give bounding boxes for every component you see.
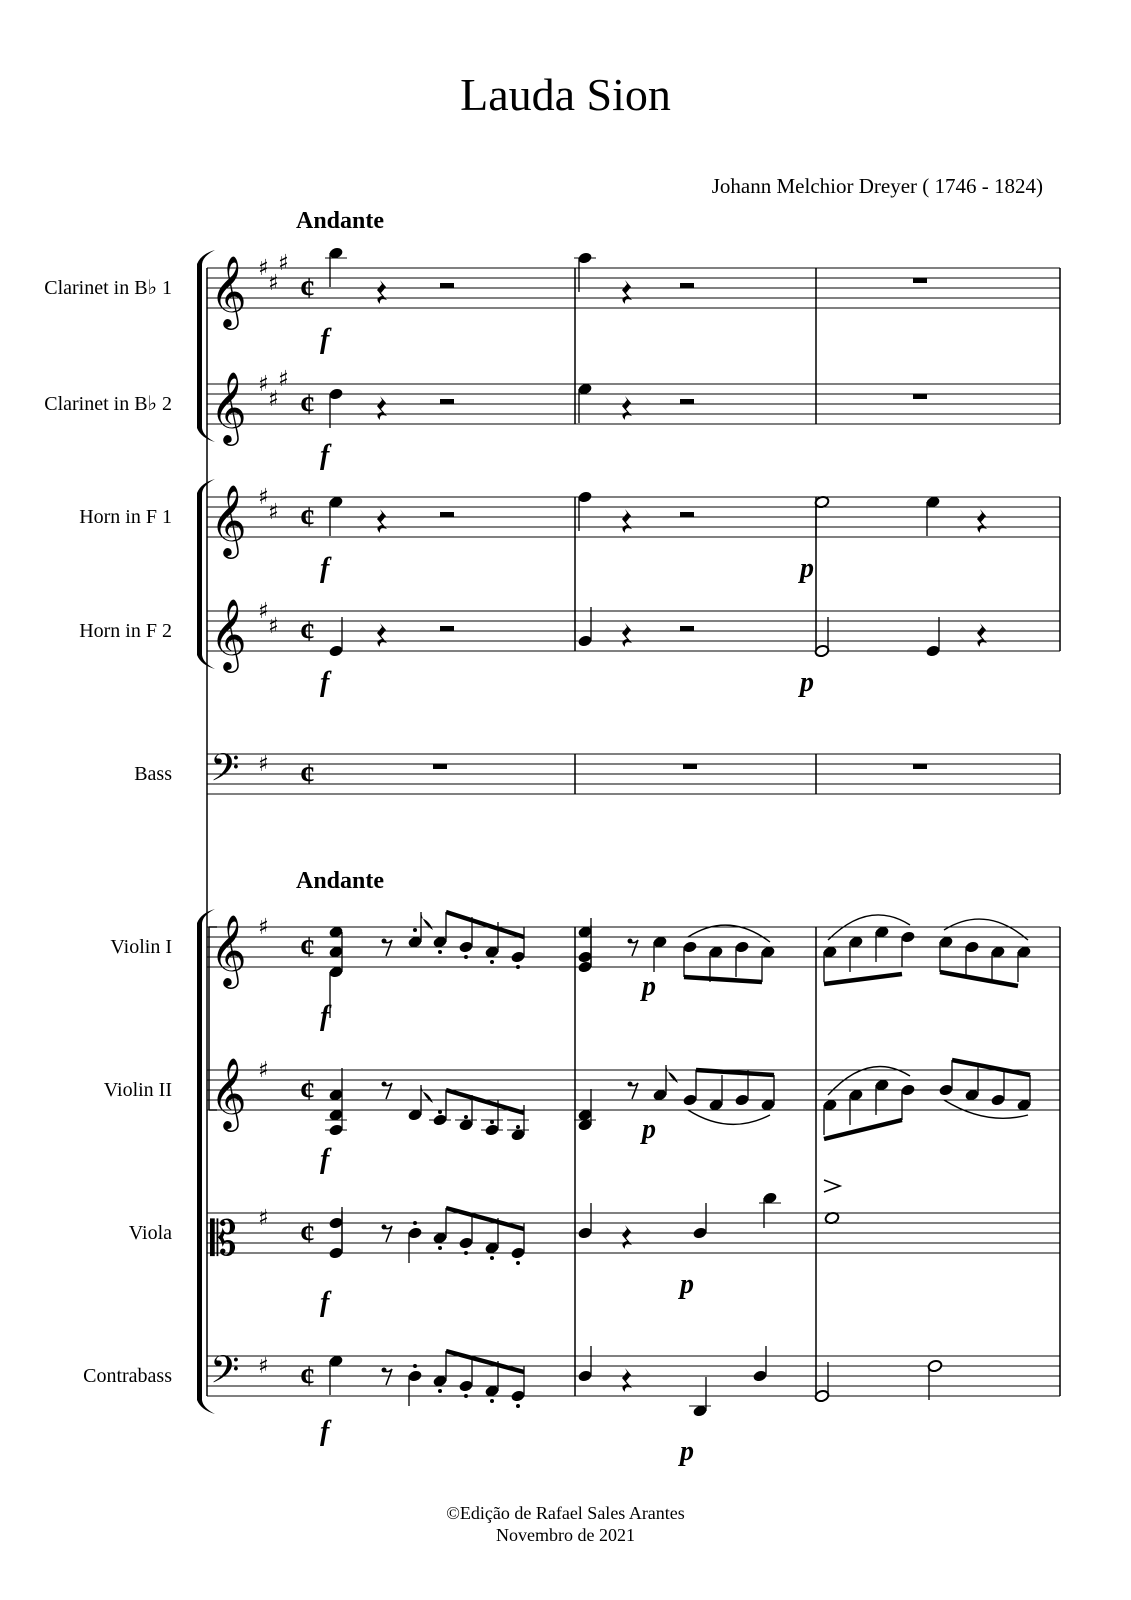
score-title: Lauda Sion [460, 69, 671, 120]
eighth-rest-tail [384, 940, 392, 956]
eighth-rest-tail [630, 940, 638, 956]
half-rest-icon [440, 283, 454, 288]
staccato-dot [464, 955, 468, 959]
half-rest-icon [680, 283, 694, 288]
slur [688, 925, 770, 942]
dynamic-forte: f [320, 1416, 330, 1447]
dynamic-piano: p [800, 553, 814, 584]
quarter-rest-icon [977, 623, 987, 647]
half-rest-icon [440, 399, 454, 404]
tempo-marking-winds: Andante [296, 208, 385, 234]
quarter-rest-icon [622, 509, 632, 533]
staccato-dot [490, 1256, 494, 1260]
staccato-dot [516, 1125, 520, 1129]
half-rest-icon [440, 512, 454, 517]
beam [696, 1070, 774, 1075]
treble-clef-icon: 𝄞 [210, 370, 247, 443]
accent-icon [824, 1180, 840, 1192]
sharp-icon: ♯ [258, 1206, 269, 1231]
half-rest-icon [680, 512, 694, 517]
footer-date: Novembro de 2021 [496, 1525, 635, 1545]
whole-rest-icon [913, 278, 927, 283]
dynamic-piano: p [680, 1269, 694, 1300]
cut-time-icon: ¢ [300, 1217, 315, 1250]
beam [446, 912, 524, 937]
dynamic-forte: f [320, 440, 330, 471]
whole-rest-icon [913, 764, 927, 769]
composer-credit: Johann Melchior Dreyer ( 1746 - 1824) [711, 174, 1043, 198]
sharp-icon: ♯ [258, 752, 269, 777]
beam [824, 974, 902, 984]
staccato-dot [516, 1404, 520, 1408]
cut-time-icon: ¢ [300, 758, 315, 791]
cut-time-icon: ¢ [300, 388, 315, 421]
treble-clef-icon: 𝄞 [210, 1056, 247, 1129]
sharp-icon: ♯ [258, 599, 269, 624]
cut-time-icon: ¢ [300, 501, 315, 534]
cut-time-icon: ¢ [300, 615, 315, 648]
slur [688, 1110, 770, 1124]
instrument-label: Violin I [110, 936, 172, 958]
staccato-dot [413, 1221, 417, 1225]
sharp-icon: ♯ [258, 256, 269, 281]
quarter-rest-icon [977, 509, 987, 533]
whole-rest-icon [683, 764, 697, 769]
sharp-icon: ♯ [258, 915, 269, 940]
instrument-label: Horn in F 1 [79, 506, 172, 528]
quarter-rest-icon [622, 1368, 632, 1392]
half-rest-icon [680, 626, 694, 631]
quarter-rest-icon [377, 396, 387, 420]
instrument-label: Bass [134, 763, 172, 785]
slur [828, 1066, 910, 1095]
staccato-dot [516, 965, 520, 969]
dynamic-piano: p [642, 971, 656, 1002]
cut-time-icon: ¢ [300, 1074, 315, 1107]
staccato-dot [438, 1389, 442, 1393]
sharp-icon: ♯ [268, 387, 279, 412]
instrument-label: Contrabass [83, 1365, 172, 1387]
sharp-icon: ♯ [258, 1058, 269, 1083]
alto-clef-icon: 𝄡 [210, 1211, 237, 1267]
staccato-dot [490, 1399, 494, 1403]
treble-clef-icon: 𝄞 [210, 483, 247, 556]
dynamic-piano: p [800, 667, 814, 698]
whole-rest-icon [433, 764, 447, 769]
sharp-icon: ♯ [268, 614, 279, 639]
treble-clef-icon: 𝄞 [210, 913, 247, 986]
eighth-rest-tail [384, 1083, 392, 1099]
sharp-icon: ♯ [268, 271, 279, 296]
staccato-dot [438, 950, 442, 954]
dynamic-piano: p [642, 1114, 656, 1145]
beam [824, 1120, 902, 1139]
quarter-rest-icon [377, 280, 387, 304]
staccato-dot [516, 1261, 520, 1265]
treble-clef-icon: 𝄞 [210, 254, 247, 327]
staccato-dot [490, 1120, 494, 1124]
cut-time-icon: ¢ [300, 931, 315, 964]
sharp-icon: ♯ [278, 367, 289, 392]
staccato-dot [464, 1394, 468, 1398]
clarinet-bracket [197, 264, 202, 428]
sharp-icon: ♯ [278, 251, 289, 276]
quarter-rest-icon [377, 509, 387, 533]
treble-clef-icon: 𝄞 [210, 597, 247, 670]
sharp-icon: ♯ [268, 500, 279, 525]
staccato-dot [464, 1251, 468, 1255]
slur [944, 1100, 1028, 1118]
instrument-label: Clarinet in B♭ 2 [44, 393, 172, 415]
instrument-label: Clarinet in B♭ 1 [44, 277, 172, 299]
dynamic-forte: f [320, 1144, 330, 1175]
eighth-rest-tail [384, 1226, 392, 1242]
beam [940, 972, 1018, 986]
staccato-dot [438, 1110, 442, 1114]
staccato-dot [490, 960, 494, 964]
quarter-rest-icon [622, 623, 632, 647]
bass-clef-icon: 𝄢 [210, 745, 240, 799]
dynamic-forte: f [320, 324, 330, 355]
instrument-label: Horn in F 2 [79, 620, 172, 642]
dynamic-forte: f [320, 1001, 330, 1032]
eighth-rest-tail [384, 1369, 392, 1385]
quarter-rest-icon [622, 1225, 632, 1249]
beam [684, 977, 762, 982]
eighth-rest-tail [630, 1083, 638, 1099]
staccato-dot [413, 1364, 417, 1368]
half-rest-icon [680, 399, 694, 404]
staccato-dot [438, 1246, 442, 1250]
instrument-label: Viola [128, 1222, 172, 1244]
quarter-rest-icon [377, 623, 387, 647]
half-rest-icon [440, 626, 454, 631]
dynamic-forte: f [320, 667, 330, 698]
instrument-label: Violin II [103, 1079, 172, 1101]
footer-edition: ©Edição de Rafael Sales Arantes [446, 1503, 685, 1523]
dynamic-forte: f [320, 553, 330, 584]
beam [446, 1351, 524, 1372]
cut-time-icon: ¢ [300, 1360, 315, 1393]
horn-bracket [197, 493, 202, 655]
sharp-icon: ♯ [258, 485, 269, 510]
sharp-icon: ♯ [258, 372, 269, 397]
cut-time-icon: ¢ [300, 272, 315, 305]
staccato-dot [413, 928, 417, 932]
strings-bracket-bottom [197, 1400, 215, 1414]
dynamic-forte: f [320, 1287, 330, 1318]
tempo-marking-strings: Andante [296, 868, 385, 894]
quarter-rest-icon [622, 280, 632, 304]
whole-rest-icon [913, 394, 927, 399]
sharp-icon: ♯ [258, 1354, 269, 1379]
dynamic-piano: p [680, 1436, 694, 1467]
bass-clef-icon: 𝄢 [210, 1347, 240, 1401]
beam [952, 1060, 1030, 1075]
beam [446, 1208, 524, 1229]
staccato-dot [464, 1115, 468, 1119]
quarter-rest-icon [622, 396, 632, 420]
strings-bracket [197, 923, 202, 1400]
